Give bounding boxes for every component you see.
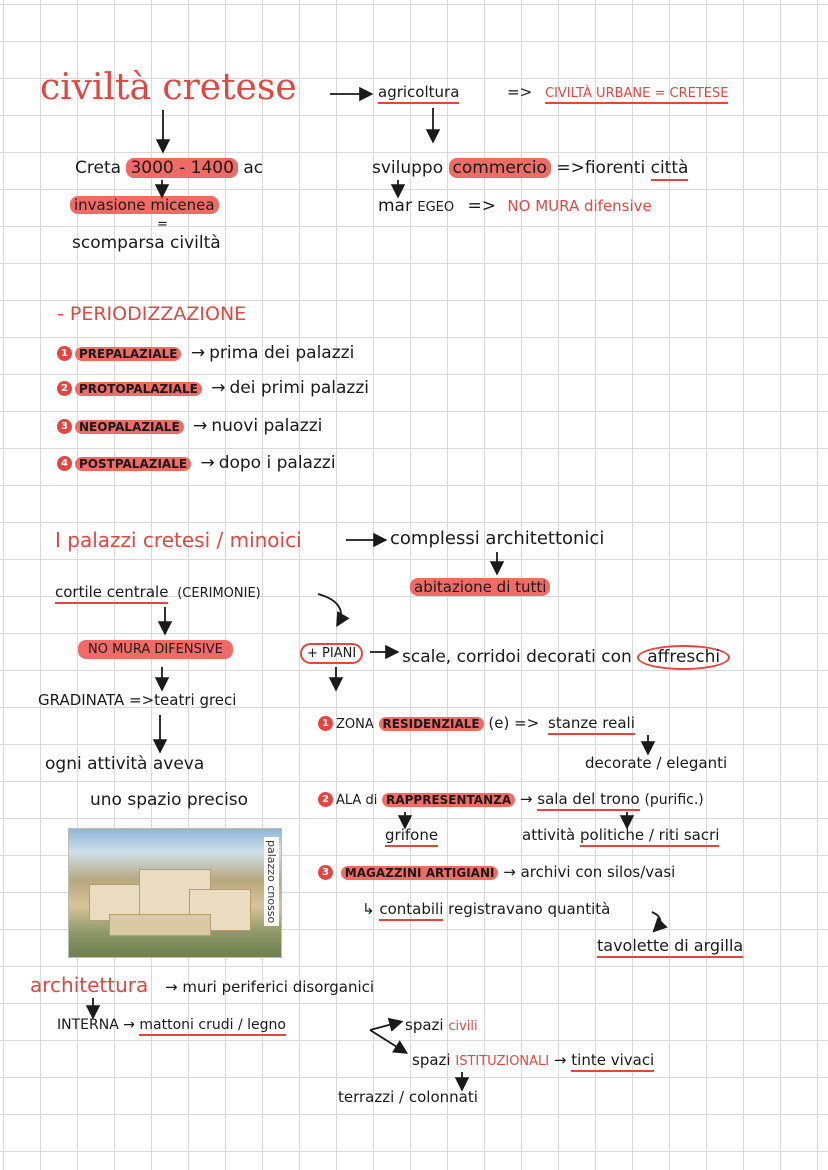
spazi-istituzionali-line: spazi ISTITUZIONALI → tinte vivaci	[412, 1053, 654, 1068]
grifone-label: grifone	[385, 828, 438, 843]
civilta-urbane-label: CIVILTÀ URBANE = CRETESE	[545, 87, 728, 100]
palazzi-heading: I palazzi cretesi / minoici	[55, 528, 302, 552]
ala-rappresentanza-line: 2 ALA di RAPPRESENTANZA → sala del trono (purific.)	[318, 792, 704, 807]
periodizzazione-heading: - PERIODIZZAZIONE	[57, 303, 247, 325]
architettura-heading: architettura	[30, 973, 149, 997]
cortile-line: cortile centrale (CERIMONIE)	[55, 585, 261, 600]
terrazzi-label: terrazzi / colonnati	[338, 1088, 478, 1106]
creta-line: Creta 3000 - 1400 ac	[75, 158, 264, 178]
scale-line: scale, corridoi decorati con affreschi	[402, 645, 730, 670]
no-mura-difensive-label: NO MURA difensive	[507, 197, 652, 215]
complessi-label: complessi architettonici	[390, 528, 605, 549]
period-item: 4 POSTPALAZIALE → dopo i palazzi	[57, 455, 336, 472]
no-mura-badge: NO MURA DIFENSIVE	[78, 643, 233, 656]
period-item: 2 PROTOPALAZIALE → dei primi palazzi	[57, 380, 369, 397]
sviluppo-line: sviluppo commercio =>fiorenti città	[372, 160, 688, 177]
spazio-preciso-label: uno spazio preciso	[90, 790, 249, 810]
affreschi-circled: affreschi	[637, 645, 730, 670]
period-item: 1 PREPALAZIALE → prima dei palazzi	[57, 345, 354, 362]
ogni-attivita-label: ogni attività aveva	[45, 754, 205, 774]
double-arrow-1: =>	[507, 83, 533, 101]
contabili-line: ↳ contabili registravano quantità	[362, 902, 610, 917]
photo-caption: palazzo cnosso	[264, 837, 279, 926]
muri-line: → muri periferici disorganici	[165, 978, 375, 996]
invasione-label: invasione micenea	[70, 198, 219, 213]
spazi-civili-line: spazi civili	[405, 1016, 478, 1034]
tavolette-label: tavolette di argilla	[597, 938, 743, 954]
creta-dates: 3000 - 1400	[126, 158, 237, 178]
decorate-label: decorate / eleganti	[585, 754, 728, 772]
equals-sign: =	[157, 217, 168, 232]
period-item: 3 NEOPALAZIALE → nuovi palazzi	[57, 418, 322, 435]
gradinata-label: GRADINATA =>teatri greci	[38, 691, 237, 709]
mar-egeo-line: mar EGEO => NO MURA difensive	[378, 196, 652, 216]
attivita-line: attività politiche / riti sacri	[522, 828, 719, 843]
zona-residenziale-line: 1 ZONA RESIDENZIALE (e) => stanze reali	[318, 716, 635, 731]
piani-badge: + PIANI	[300, 643, 363, 664]
abitazione-label: abitazione di tutti	[410, 580, 550, 595]
agricoltura-label: agricoltura	[378, 85, 459, 100]
scomparsa-label: scomparsa civiltà	[72, 233, 221, 253]
interna-line: INTERNA → mattoni crudi / legno	[57, 1018, 286, 1032]
page-title: civiltà cretese	[40, 67, 297, 108]
magazzini-line: 3 MAGAZZINI ARTIGIANI → archivi con silos/vasi	[318, 865, 675, 880]
